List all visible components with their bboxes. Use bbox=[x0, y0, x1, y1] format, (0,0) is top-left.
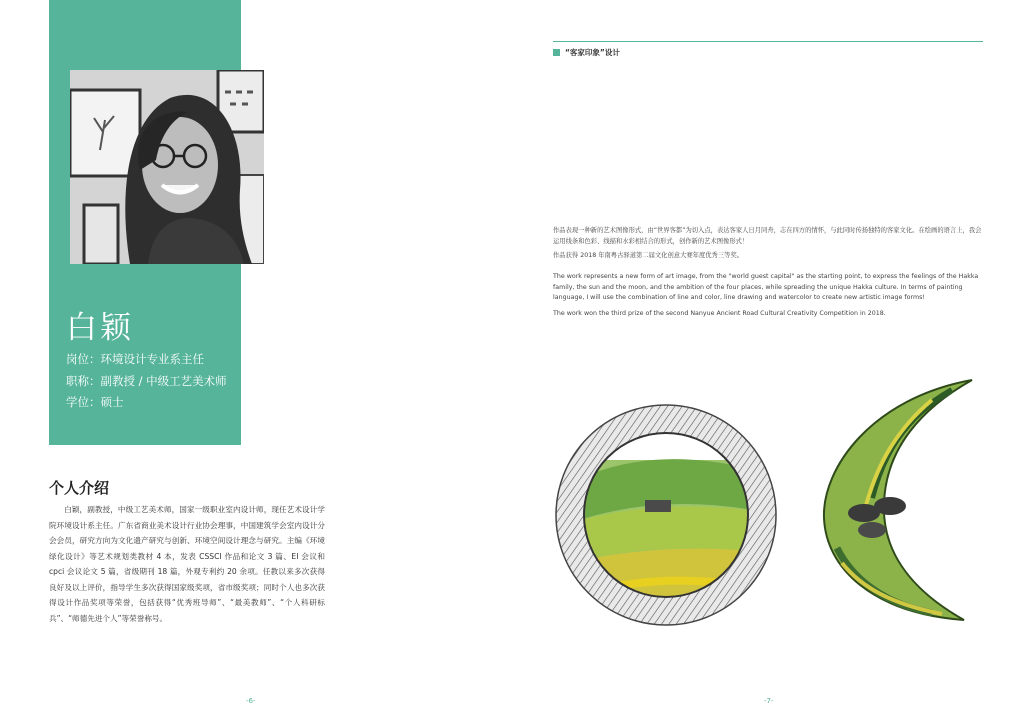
portrait-photo bbox=[70, 70, 264, 264]
page-number-right: -7- bbox=[764, 697, 774, 705]
portrait-image bbox=[70, 70, 264, 264]
page-number-left: -6- bbox=[246, 697, 256, 705]
en-paragraph-2: The work won the third prize of the second Nanyue Ancient Road Cultural Creativity Competition in 2018. bbox=[553, 310, 886, 317]
en-paragraph-1: The work represents a new form of art image, from the "world guest capital" as the starting point, to express the feelings of the Hakka family, the sun and the moon, and the ambition of the four places, while spreading the unique Hakka culture. In terms of painting language, I will use the combination of line and color, line drawing and watercolor to create new artistic image forms! bbox=[553, 273, 979, 301]
crescent-moon-image bbox=[812, 378, 984, 623]
intro-text: 白颖，副教授，中级工艺美术师，国家一级职业室内设计师，现任艺术设计学院环境设计系主任。广东省商业美术设计行业协会理事，中国建筑学会室内设计分会会员，研究方向为文化遗产研究与创新、环境空间设计理念与研究。主编《环境绿化设计》等艺术规划类教材 4 本，发表 CSSCI 作品和论文 3 篇、EI 会议和 cpci 会议论文 5 篇，省级期刊 18 篇，外观专利约 20 余项。任教以来多次获得良好及以上评价，指导学生多次获得国家级奖项，省市级奖项；同时个人也多次获得设计作品奖项等荣誉，包括获得“优秀班导师”、“最美教师”、“个人科研标兵”、“师德先进个人”等荣誉称号。 bbox=[49, 505, 325, 623]
position-line: 岗位：环境设计专业系主任 bbox=[66, 352, 204, 366]
intro-heading: 个人介绍 bbox=[49, 479, 110, 497]
section-marker-icon bbox=[553, 49, 560, 56]
person-name: 白颖 bbox=[66, 310, 134, 346]
sun-circle-artwork bbox=[553, 402, 780, 629]
cn-paragraph-2: 作品获得 2018 年南粤古驿道第二届文化创意大赛年度优秀三等奖。 bbox=[553, 252, 744, 259]
cn-paragraph-1: 作品表现一种新的艺术图像形式，由“世界客都”为切入点，表达客家人日月同舟，志在四方的情怀，与此同时传扬独特的客家文化。在绘画的语言上，我会运用线条和色彩、线描和水彩相结合的形式，创作新的艺术图像形式！ bbox=[553, 227, 982, 245]
section-title: “客家印象”设计 bbox=[565, 48, 620, 57]
crescent-moon-artwork bbox=[812, 378, 984, 623]
sun-circle-image bbox=[553, 402, 780, 629]
title-line: 职称：副教授 / 中级工艺美术师 bbox=[66, 374, 227, 388]
header-rule bbox=[553, 41, 983, 42]
degree-line: 学位：硕士 bbox=[66, 395, 124, 409]
